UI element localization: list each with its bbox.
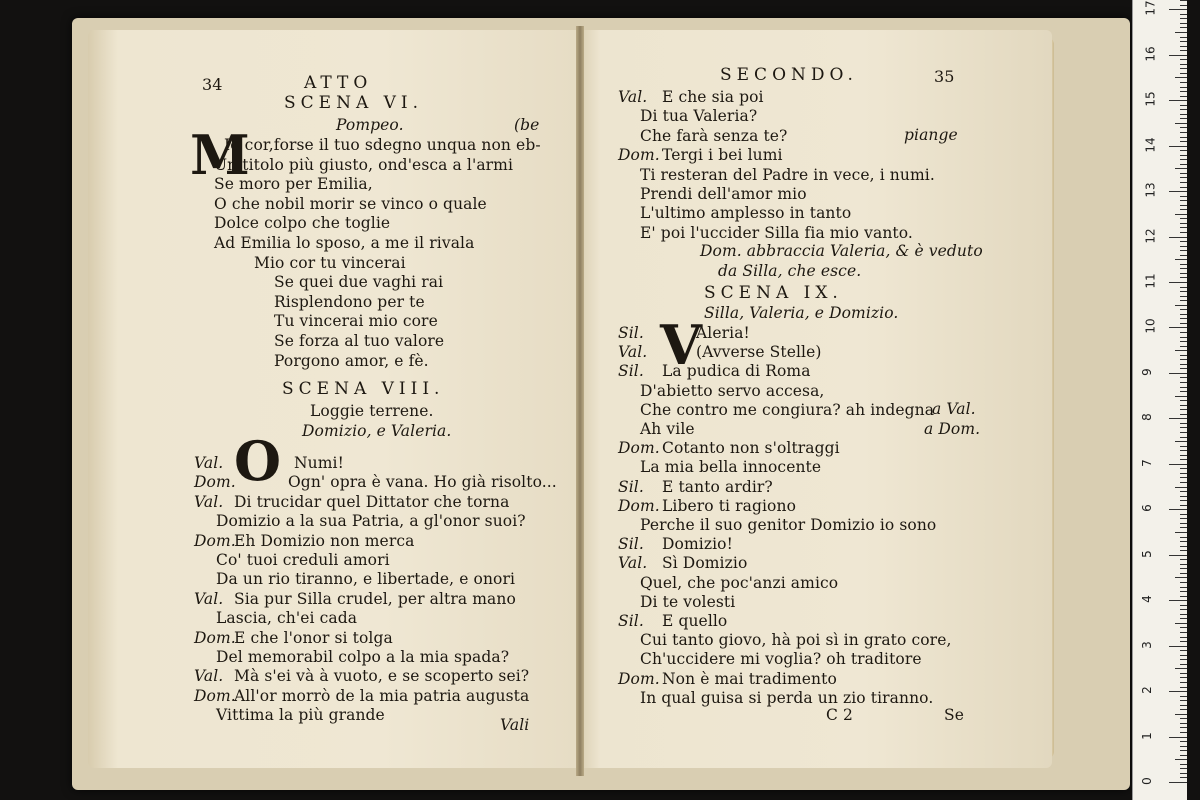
- ruler-tick: [1169, 9, 1187, 10]
- speaker-label: Val.: [194, 454, 224, 472]
- ruler-tick: [1180, 427, 1187, 428]
- dialogue-line: E che sia poi: [662, 88, 764, 106]
- ruler-tick: [1180, 105, 1187, 106]
- right-page: [582, 30, 1052, 768]
- speaker-label: Sil.: [618, 477, 644, 496]
- speaker-label: Sil.: [618, 362, 644, 381]
- speaker-label: Dom.: [618, 146, 660, 165]
- scene-character: Pompeo.: [336, 116, 404, 134]
- ruler-tick: [1180, 46, 1187, 47]
- speaker-label: Val.: [194, 492, 224, 511]
- ruler-tick: [1180, 150, 1187, 151]
- ruler-tick: [1180, 596, 1187, 597]
- ruler-label: 5: [1139, 549, 1154, 558]
- dialogue-line: Aleria!: [696, 324, 750, 342]
- ruler-tick: [1180, 68, 1187, 69]
- ruler-tick: [1180, 755, 1187, 756]
- ruler-tick: [1180, 587, 1187, 588]
- dialogue-line: Cui tanto giovo, hà poi sì in grato core,: [640, 631, 952, 650]
- ruler-label: 10: [1143, 318, 1158, 335]
- ruler-tick: [1180, 409, 1187, 410]
- ruler-tick: [1180, 50, 1187, 51]
- ruler-tick: [1180, 773, 1187, 774]
- ruler-tick: [1169, 191, 1187, 192]
- ruler-tick: [1180, 64, 1187, 65]
- ruler-tick: [1180, 537, 1187, 538]
- ruler-tick: [1180, 91, 1187, 92]
- ruler-tick: [1180, 614, 1187, 615]
- ruler-tick: [1180, 382, 1187, 383]
- dialogue-line: Co' tuoi creduli amori: [216, 551, 390, 569]
- speaker-label: Val.: [194, 667, 224, 686]
- ruler-tick: [1169, 55, 1187, 56]
- ruler-tick: [1180, 277, 1187, 278]
- ruler-tick: [1175, 32, 1187, 33]
- dialogue-line: Domizio!: [662, 535, 733, 554]
- dialogue-line: (Avverse Stelle): [696, 343, 822, 362]
- ruler-tick: [1175, 668, 1187, 669]
- ruler-label: 4: [1139, 595, 1154, 603]
- ruler-tick: [1180, 109, 1187, 110]
- ruler-tick: [1180, 550, 1187, 551]
- ruler-tick: [1180, 173, 1187, 174]
- ruler-tick: [1180, 700, 1187, 701]
- ruler-tick: [1180, 309, 1187, 310]
- ruler-tick: [1175, 759, 1187, 760]
- ruler-tick: [1175, 441, 1187, 442]
- stage-direction: Dom. abbraccia Valeria, & è veduto: [700, 242, 983, 260]
- ruler-tick: [1180, 341, 1187, 342]
- drop-cap: O: [234, 429, 282, 493]
- verse-line: Dolce colpo che toglie: [214, 214, 391, 233]
- ruler-tick: [1180, 591, 1187, 592]
- signature-mark: C 2: [826, 706, 853, 724]
- dialogue-line: Lascia, ch'ei cada: [216, 609, 358, 628]
- dialogue-line: Eh Domizio non merca: [234, 531, 415, 550]
- ruler-tick: [1180, 255, 1187, 256]
- dialogue-line: Di tua Valeria?: [640, 107, 758, 126]
- dialogue-line: Da un rio tiranno, e libertade, e onori: [216, 570, 516, 589]
- dialogue-line: E' poi l'uccider Silla fia mio vanto.: [640, 223, 913, 242]
- dialogue-line: Di trucidar quel Dittator che torna: [234, 492, 510, 511]
- ruler-tick: [1180, 523, 1187, 524]
- dialogue-line: Ti resteran del Padre in vece, i numi.: [640, 165, 935, 184]
- dialogue-line: Quel, che poc'anzi amico: [640, 573, 839, 592]
- dialogue-line: E tanto ardir?: [662, 477, 773, 496]
- ruler-tick: [1175, 714, 1187, 715]
- ruler-tick: [1180, 682, 1187, 683]
- ruler-label: 16: [1143, 46, 1158, 62]
- ruler-tick: [1180, 618, 1187, 619]
- ruler-label: 12: [1143, 227, 1158, 244]
- ruler-tick: [1180, 218, 1187, 219]
- stage-aside: a Dom.: [924, 420, 981, 438]
- ruler-tick: [1180, 118, 1187, 119]
- ruler-tick: [1180, 96, 1187, 97]
- ruler-tick: [1180, 641, 1187, 642]
- ruler-label: 14: [1143, 136, 1158, 153]
- book-spine: [576, 26, 584, 776]
- ruler-tick: [1175, 532, 1187, 533]
- drop-cap: M: [190, 123, 250, 187]
- speaker-label: Dom.: [194, 628, 236, 647]
- ruler-tick: [1180, 37, 1187, 38]
- ruler-tick: [1180, 132, 1187, 133]
- ruler-tick: [1169, 282, 1187, 283]
- speaker-label: Val.: [618, 554, 648, 573]
- dialogue-line: Perche il suo genitor Domizio io sono: [640, 516, 937, 534]
- ruler-tick: [1180, 459, 1187, 460]
- ruler-tick: [1169, 418, 1187, 419]
- verse-line: Tu vincerai mio core: [274, 312, 438, 331]
- ruler-tick: [1180, 573, 1187, 574]
- ruler-label: 1: [1139, 731, 1154, 740]
- ruler-tick: [1180, 559, 1187, 560]
- dialogue-line: Ch'uccidere mi voglia? oh traditore: [640, 650, 922, 669]
- ruler-tick: [1180, 541, 1187, 542]
- dialogue-line: Libero ti ragiono: [662, 496, 797, 515]
- ruler-tick: [1180, 87, 1187, 88]
- ruler-label: 7: [1139, 458, 1154, 467]
- ruler-tick: [1180, 609, 1187, 610]
- ruler-tick: [1180, 314, 1187, 315]
- ruler-tick: [1175, 77, 1187, 78]
- ruler-tick: [1180, 205, 1187, 206]
- dialogue-line: E che l'onor si tolga: [234, 628, 393, 647]
- dialogue-line: L'ultimo amplesso in tanto: [640, 204, 852, 223]
- dialogue-line: La pudica di Roma: [662, 362, 811, 381]
- ruler-tick: [1180, 318, 1187, 319]
- ruler-tick: [1180, 209, 1187, 210]
- ruler-label: 3: [1139, 640, 1154, 649]
- ruler-tick: [1169, 691, 1187, 692]
- ruler-tick: [1180, 468, 1187, 469]
- dialogue-line: Prendi dell'amor mio: [640, 185, 807, 203]
- ruler-tick: [1180, 655, 1187, 656]
- ruler-tick: [1180, 637, 1187, 638]
- catchword: Vali: [500, 716, 530, 734]
- ruler-tick: [1180, 582, 1187, 583]
- ruler-tick: [1180, 82, 1187, 83]
- ruler-tick: [1180, 287, 1187, 288]
- ruler-tick: [1180, 705, 1187, 706]
- ruler-tick: [1180, 41, 1187, 42]
- ruler-tick: [1180, 527, 1187, 528]
- ruler-label: 8: [1139, 413, 1154, 422]
- ruler-tick: [1180, 387, 1187, 388]
- ruler-tick: [1180, 391, 1187, 392]
- ruler-tick: [1175, 214, 1187, 215]
- ruler-tick: [1180, 368, 1187, 369]
- ruler-tick: [1180, 114, 1187, 115]
- ruler-tick: [1180, 337, 1187, 338]
- dialogue-line: La mia bella innocente: [640, 458, 822, 477]
- ruler-label: 13: [1143, 182, 1158, 198]
- ruler-tick: [1175, 259, 1187, 260]
- ruler-tick: [1180, 264, 1187, 265]
- ruler-tick: [1180, 141, 1187, 142]
- ruler-tick: [1169, 782, 1187, 783]
- ruler-tick: [1180, 250, 1187, 251]
- ruler-tick: [1180, 673, 1187, 674]
- ruler-label: 0: [1139, 777, 1154, 785]
- ruler-tick: [1169, 509, 1187, 510]
- ruler-tick: [1180, 159, 1187, 160]
- ruler-tick: [1180, 627, 1187, 628]
- scene-setting: Loggie terrene.: [310, 402, 434, 420]
- stage-direction: da Silla, che esce.: [718, 262, 862, 280]
- speaker-label: Val.: [194, 589, 224, 608]
- ruler-tick: [1180, 482, 1187, 483]
- dialogue-line: Che farà senza te?: [640, 126, 788, 145]
- dialogue-line: Sì Domizio: [662, 554, 748, 573]
- ruler-tick: [1180, 491, 1187, 492]
- ruler-tick: [1180, 296, 1187, 297]
- ruler-label: 11: [1143, 273, 1158, 289]
- ruler-tick: [1180, 664, 1187, 665]
- ruler-tick: [1180, 5, 1187, 6]
- ruler-tick: [1175, 168, 1187, 169]
- dialogue-line: All'or morrò de la mia patria augusta: [234, 686, 530, 705]
- ruler-tick: [1180, 455, 1187, 456]
- ruler-tick: [1180, 764, 1187, 765]
- ruler-tick: [1180, 155, 1187, 156]
- speaker-label: Val.: [618, 343, 648, 362]
- ruler-tick: [1180, 741, 1187, 742]
- dialogue-line: Non è mai tradimento: [662, 669, 837, 688]
- ruler-tick: [1180, 223, 1187, 224]
- speaker-label: Dom.: [618, 496, 660, 515]
- verse-line: Mio cor tu vincerai: [254, 253, 406, 272]
- ruler-tick: [1169, 555, 1187, 556]
- speaker-label: Sil.: [618, 324, 644, 342]
- verse-line: Porgono amor, e fè.: [274, 351, 429, 370]
- scene-characters: Silla, Valeria, e Domizio.: [704, 304, 899, 322]
- ruler-tick: [1169, 737, 1187, 738]
- ruler-tick: [1180, 414, 1187, 415]
- ruler-tick: [1180, 355, 1187, 356]
- ruler-label: 2: [1139, 686, 1154, 694]
- ruler-tick: [1180, 323, 1187, 324]
- ruler-tick: [1180, 432, 1187, 433]
- ruler-tick: [1180, 273, 1187, 274]
- ruler-tick: [1180, 632, 1187, 633]
- ruler-tick: [1180, 687, 1187, 688]
- ruler-tick: [1180, 546, 1187, 547]
- ruler-tick: [1180, 232, 1187, 233]
- ruler-tick: [1169, 373, 1187, 374]
- ruler-tick: [1180, 718, 1187, 719]
- ruler-tick: [1180, 73, 1187, 74]
- stage-aside: a Val.: [932, 400, 976, 418]
- ruler-tick: [1180, 127, 1187, 128]
- speaker-label: Dom.: [194, 473, 236, 492]
- ruler-tick: [1169, 327, 1187, 328]
- ruler-tick: [1180, 746, 1187, 747]
- ruler-tick: [1180, 18, 1187, 19]
- ruler-tick: [1180, 332, 1187, 333]
- left-page: [88, 30, 580, 768]
- page-number: 34: [202, 75, 223, 94]
- ruler-tick: [1180, 59, 1187, 60]
- dialogue-line: E quello: [662, 612, 728, 630]
- ruler-tick: [1180, 650, 1187, 651]
- ruler-tick: [1180, 241, 1187, 242]
- verse-line: O che nobil morir se vinco o quale: [214, 194, 487, 213]
- ruler-label: 9: [1139, 368, 1154, 376]
- ruler-tick: [1180, 177, 1187, 178]
- ruler-tick: [1180, 777, 1187, 778]
- ruler-tick: [1180, 246, 1187, 247]
- ruler-tick: [1180, 477, 1187, 478]
- ruler-tick: [1180, 450, 1187, 451]
- ruler-tick: [1180, 750, 1187, 751]
- ruler-tick: [1180, 605, 1187, 606]
- ruler-tick: [1175, 487, 1187, 488]
- dialogue-line: In qual guisa si perda un zio tiranno.: [640, 688, 934, 707]
- ruler-tick: [1180, 164, 1187, 165]
- stage-aside: piange: [904, 126, 958, 144]
- ruler-tick: [1180, 564, 1187, 565]
- ruler-tick: [1180, 27, 1187, 28]
- ruler-tick: [1180, 446, 1187, 447]
- ruler-tick: [1180, 473, 1187, 474]
- dialogue-line: D'abietto servo accesa,: [640, 381, 825, 400]
- ruler-tick: [1180, 187, 1187, 188]
- carry-over-text: (be: [514, 116, 540, 134]
- ruler-tick: [1169, 464, 1187, 465]
- ruler-tick: [1180, 268, 1187, 269]
- ruler-tick: [1169, 646, 1187, 647]
- ruler-tick: [1180, 709, 1187, 710]
- ruler-tick: [1175, 577, 1187, 578]
- dialogue-line: Di te volesti: [640, 592, 736, 611]
- speaker-label: Dom.: [194, 531, 236, 550]
- ruler-tick: [1175, 350, 1187, 351]
- drop-cap: V: [660, 313, 702, 377]
- ruler-tick: [1175, 396, 1187, 397]
- scene-heading: SCENA VI.: [284, 93, 424, 113]
- ruler-tick: [1180, 437, 1187, 438]
- ruler-label: 15: [1143, 91, 1158, 107]
- dialogue-line: Che contro me congiura? ah indegna: [640, 400, 935, 419]
- ruler-tick: [1180, 291, 1187, 292]
- ruler-tick: [1175, 623, 1187, 624]
- ruler-tick: [1180, 182, 1187, 183]
- ruler-tick: [1180, 500, 1187, 501]
- scene-characters: Domizio, e Valeria.: [302, 422, 452, 440]
- ruler-tick: [1180, 227, 1187, 228]
- speaker-label: Dom.: [618, 439, 660, 458]
- ruler-tick: [1180, 496, 1187, 497]
- speaker-label: Dom.: [194, 686, 236, 705]
- ruler-tick: [1180, 518, 1187, 519]
- measuring-ruler: [1132, 0, 1187, 800]
- dialogue-line: Domizio a la sua Patria, a gl'onor suoi?: [216, 512, 526, 531]
- ruler-tick: [1169, 146, 1187, 147]
- speaker-label: Sil.: [618, 535, 644, 554]
- ruler-tick: [1180, 727, 1187, 728]
- ruler-tick: [1180, 300, 1187, 301]
- ruler-tick: [1169, 100, 1187, 101]
- dialogue-line: Tergi i bei lumi: [662, 146, 783, 165]
- catchword: Se: [944, 706, 964, 724]
- dialogue-line: Ogn' opra è vana. Ho già risolto...: [288, 473, 557, 492]
- dialogue-line: Mà s'ei và à vuoto, e se scoperto sei?: [234, 667, 530, 686]
- ruler-tick: [1180, 514, 1187, 515]
- ruler-tick: [1180, 346, 1187, 347]
- ruler-label: 17: [1143, 0, 1158, 16]
- ruler-tick: [1180, 696, 1187, 697]
- ruler-tick: [1180, 200, 1187, 201]
- dialogue-line: Sia pur Silla crudel, per altra mano: [234, 589, 516, 608]
- verse-line: Risplendono per te: [274, 292, 425, 311]
- ruler-tick: [1180, 732, 1187, 733]
- ruler-tick: [1169, 600, 1187, 601]
- verse-line: Io cor,forse il tuo sdegno unqua non eb-: [224, 136, 541, 154]
- dialogue-line: Cotanto non s'oltraggi: [662, 439, 840, 458]
- ruler-tick: [1180, 137, 1187, 138]
- ruler-tick: [1180, 659, 1187, 660]
- verse-line: Ad Emilia lo sposo, a me il rivala: [214, 234, 475, 252]
- ruler-tick: [1180, 23, 1187, 24]
- ruler-tick: [1180, 14, 1187, 15]
- page-number: 35: [934, 67, 955, 86]
- scene-heading: SCENA VIII.: [282, 379, 445, 399]
- verse-line: Un titolo più giusto, ond'esca a l'armi: [214, 155, 514, 174]
- dialogue-line: Numi!: [294, 454, 344, 472]
- running-head: SECONDO.: [720, 65, 858, 85]
- ruler-tick: [1180, 677, 1187, 678]
- dialogue-line: Del memorabil colpo a la mia spada?: [216, 648, 510, 666]
- speaker-label: Dom.: [618, 669, 660, 688]
- ruler-label: 6: [1139, 504, 1154, 513]
- ruler-tick: [1175, 123, 1187, 124]
- ruler-tick: [1169, 237, 1187, 238]
- ruler-tick: [1175, 305, 1187, 306]
- ruler-tick: [1180, 423, 1187, 424]
- verse-line: Se moro per Emilia,: [214, 175, 373, 194]
- ruler-tick: [1180, 400, 1187, 401]
- ruler-tick: [1180, 196, 1187, 197]
- ruler-tick: [1180, 359, 1187, 360]
- ruler-tick: [1180, 505, 1187, 506]
- verse-line: Se quei due vaghi rai: [274, 273, 444, 292]
- verse-line: Se forza al tuo valore: [274, 332, 445, 350]
- ruler-tick: [1180, 723, 1187, 724]
- ruler-tick: [1180, 768, 1187, 769]
- ruler-tick: [1180, 377, 1187, 378]
- ruler-tick: [1180, 0, 1187, 1]
- speaker-label: Val.: [618, 88, 648, 106]
- ruler-tick: [1180, 364, 1187, 365]
- ruler-tick: [1180, 568, 1187, 569]
- scene-heading: SCENA IX.: [704, 283, 843, 303]
- ruler-tick: [1180, 405, 1187, 406]
- dialogue-line: Vittima la più grande: [216, 706, 385, 725]
- running-head: ATTO: [304, 73, 373, 93]
- speaker-label: Sil.: [618, 612, 644, 630]
- dialogue-line: Ah vile: [640, 420, 695, 438]
